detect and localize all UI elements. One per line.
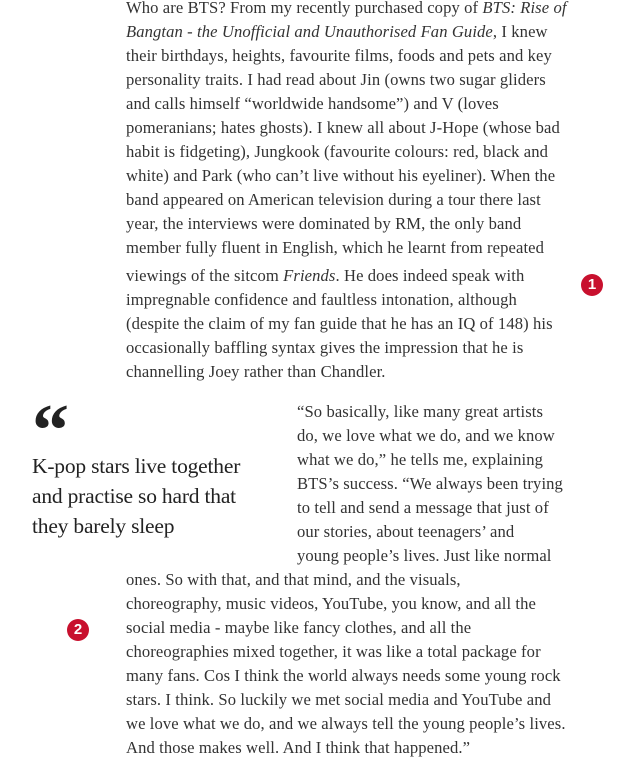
text-line: channelling Joey rather than Chandler. xyxy=(126,362,386,381)
text: Who are BTS? From my recently purchased copy of xyxy=(126,0,483,17)
text-line: do, we love what we do, and we know xyxy=(297,426,555,445)
book-title-italic: BTS: Rise of xyxy=(482,0,567,17)
text-line: their birthdays, heights, favourite films, foods and pets and key xyxy=(126,46,552,65)
text-line: occasionally baffling syntax gives the impression that he is xyxy=(126,338,524,357)
text-line: social media - maybe like fancy clothes, and all the xyxy=(126,618,472,637)
text-line: stars. I think. So luckily we met social media and YouTube and xyxy=(126,690,552,709)
text-line: what we do,” he tells me, explaining xyxy=(297,450,543,469)
quote-mark-icon: “ xyxy=(32,394,69,442)
text-line xyxy=(126,20,548,44)
text-line: BTS’s success. “We always been trying xyxy=(297,474,563,493)
text-line: ones. So with that, and that mind, and the visuals, xyxy=(126,570,461,589)
text-line: our stories, about teenagers’ and xyxy=(297,522,515,541)
text-line: member fully fluent in English, which he learnt from repeated xyxy=(126,238,545,257)
text-line: personality traits. I had read about Jin (owns two sugar gliders xyxy=(126,70,546,89)
pull-quote-line: K-pop stars live together xyxy=(32,454,241,478)
text: , I knew xyxy=(492,22,548,41)
text-line: and calls himself “worldwide handsome”) and V (loves xyxy=(126,94,499,113)
text-line: to tell and send a message that just of xyxy=(297,498,549,517)
text-line: year, the interviews were dominated by RM, the only band xyxy=(126,214,522,233)
text-line xyxy=(126,264,524,288)
text-line: (despite the claim of my fan guide that he has an IQ of 148) his xyxy=(126,314,553,333)
text-line: we love what we do, and we always tell the young people’s lives. xyxy=(126,714,566,733)
book-title-italic: Bangtan - the Unofficial and Unauthorised Fan Guide xyxy=(126,22,493,41)
text-line: many fans. Cos I think the world always needs some young rock xyxy=(126,666,561,685)
text-line: habit is fidgeting), Jungkook (favourite colours: red, black and xyxy=(126,142,549,161)
text-line: white) and Park (who can’t live without his eyeliner). When the xyxy=(126,166,556,185)
text-line: band appeared on American television during a tour there last xyxy=(126,190,541,209)
text-line: “So basically, like many great artists xyxy=(297,402,544,421)
text: viewings of the sitcom xyxy=(126,266,284,285)
text: . He does indeed speak with xyxy=(335,266,525,285)
text-line: choreographies mixed together, it was like a total package for xyxy=(126,642,541,661)
text-line: choreography, music videos, YouTube, you know, and all the xyxy=(126,594,537,613)
show-title-italic: Friends xyxy=(283,266,336,285)
text-line: And those makes well. And I think that happened.” xyxy=(126,738,471,757)
text-line: impregnable confidence and faultless intonation, although xyxy=(126,290,517,309)
annotation-marker-1: 1 xyxy=(581,274,603,296)
pull-quote-line: and practise so hard that xyxy=(32,484,236,508)
pull-quote-line: they barely sleep xyxy=(32,514,175,538)
text-line: pomeranians; hates ghosts). I knew all about J-Hope (whose bad xyxy=(126,118,560,137)
text-line: young people’s lives. Just like normal xyxy=(297,546,552,565)
text-line xyxy=(126,0,567,20)
annotation-marker-2: 2 xyxy=(67,619,89,641)
